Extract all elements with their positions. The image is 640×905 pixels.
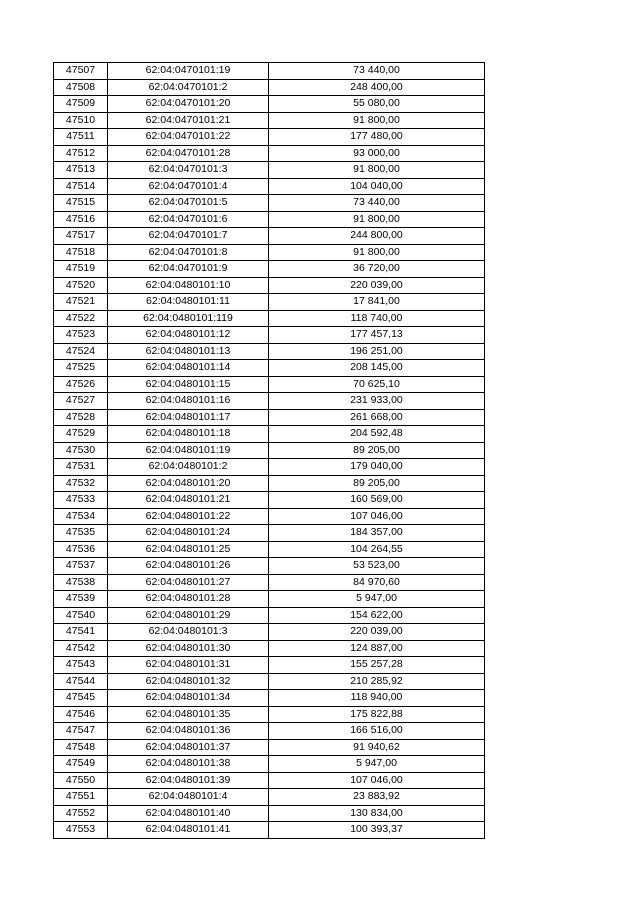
cadastral-number-cell: 62:04:0480101:25 bbox=[108, 541, 269, 558]
cadastral-number-cell: 62:04:0470101:3 bbox=[108, 162, 269, 179]
row-id-cell: 47521 bbox=[54, 294, 108, 311]
cadastral-value-cell: 177 480,00 bbox=[269, 129, 485, 146]
table-row bbox=[54, 261, 485, 278]
cadastral-number-cell: 62:04:0480101:12 bbox=[108, 327, 269, 344]
cadastral-number-cell: 62:04:0480101:10 bbox=[108, 277, 269, 294]
cadastral-value-cell: 154 622,00 bbox=[269, 607, 485, 624]
cadastral-number-cell: 62:04:0480101:35 bbox=[108, 706, 269, 723]
cadastral-value-cell: 100 393,37 bbox=[269, 822, 485, 839]
cadastral-number-cell: 62:04:0470101:19 bbox=[108, 63, 269, 80]
row-id-cell: 47520 bbox=[54, 277, 108, 294]
row-id-cell: 47514 bbox=[54, 178, 108, 195]
cadastral-number-cell: 62:04:0480101:39 bbox=[108, 772, 269, 789]
cadastral-value-cell: 89 205,00 bbox=[269, 442, 485, 459]
row-id-cell: 47507 bbox=[54, 63, 108, 80]
cadastral-value-cell: 204 592,48 bbox=[269, 426, 485, 443]
cadastral-number-cell: 62:04:0480101:22 bbox=[108, 508, 269, 525]
row-id-cell: 47517 bbox=[54, 228, 108, 245]
row-id-cell: 47539 bbox=[54, 591, 108, 608]
cadastral-number-cell: 62:04:0480101:19 bbox=[108, 442, 269, 459]
row-id-cell: 47522 bbox=[54, 310, 108, 327]
cadastral-number-cell: 62:04:0480101:34 bbox=[108, 690, 269, 707]
cadastral-value-cell: 84 970,60 bbox=[269, 574, 485, 591]
row-id-cell: 47548 bbox=[54, 739, 108, 756]
cadastral-number-cell: 62:04:0470101:7 bbox=[108, 228, 269, 245]
row-id-cell: 47511 bbox=[54, 129, 108, 146]
cadastral-value-cell: 107 046,00 bbox=[269, 772, 485, 789]
table-row bbox=[54, 96, 485, 113]
table-row bbox=[54, 162, 485, 179]
cadastral-value-cell: 244 800,00 bbox=[269, 228, 485, 245]
row-id-cell: 47528 bbox=[54, 409, 108, 426]
table-row bbox=[54, 805, 485, 822]
table-row bbox=[54, 459, 485, 476]
cadastral-value-cell: 210 285,92 bbox=[269, 673, 485, 690]
cadastral-number-cell: 62:04:0480101:36 bbox=[108, 723, 269, 740]
cadastral-value-cell: 184 357,00 bbox=[269, 525, 485, 542]
cadastral-number-cell: 62:04:0480101:4 bbox=[108, 789, 269, 806]
row-id-cell: 47551 bbox=[54, 789, 108, 806]
table-row bbox=[54, 211, 485, 228]
cadastral-value-table bbox=[53, 62, 485, 839]
cadastral-value-cell: 160 569,00 bbox=[269, 492, 485, 509]
table-row bbox=[54, 195, 485, 212]
table-row bbox=[54, 756, 485, 773]
cadastral-number-cell: 62:04:0470101:6 bbox=[108, 211, 269, 228]
cadastral-number-cell: 62:04:0480101:3 bbox=[108, 624, 269, 641]
table-row bbox=[54, 360, 485, 377]
table-row bbox=[54, 145, 485, 162]
cadastral-number-cell: 62:04:0480101:30 bbox=[108, 640, 269, 657]
table-row bbox=[54, 558, 485, 575]
row-id-cell: 47512 bbox=[54, 145, 108, 162]
row-id-cell: 47552 bbox=[54, 805, 108, 822]
cadastral-number-cell: 62:04:0480101:37 bbox=[108, 739, 269, 756]
cadastral-number-cell: 62:04:0480101:11 bbox=[108, 294, 269, 311]
cadastral-number-cell: 62:04:0480101:38 bbox=[108, 756, 269, 773]
table-row bbox=[54, 112, 485, 129]
cadastral-number-cell: 62:04:0470101:8 bbox=[108, 244, 269, 261]
cadastral-value-cell: 220 039,00 bbox=[269, 277, 485, 294]
cadastral-number-cell: 62:04:0480101:16 bbox=[108, 393, 269, 410]
table-row bbox=[54, 393, 485, 410]
table-row bbox=[54, 508, 485, 525]
row-id-cell: 47549 bbox=[54, 756, 108, 773]
table-row bbox=[54, 525, 485, 542]
cadastral-number-cell: 62:04:0480101:31 bbox=[108, 657, 269, 674]
table-row bbox=[54, 327, 485, 344]
cadastral-number-cell: 62:04:0470101:2 bbox=[108, 79, 269, 96]
cadastral-value-cell: 130 834,00 bbox=[269, 805, 485, 822]
cadastral-number-cell: 62:04:0480101:15 bbox=[108, 376, 269, 393]
cadastral-value-cell: 220 039,00 bbox=[269, 624, 485, 641]
cadastral-value-cell: 107 046,00 bbox=[269, 508, 485, 525]
cadastral-value-cell: 23 883,92 bbox=[269, 789, 485, 806]
row-id-cell: 47545 bbox=[54, 690, 108, 707]
row-id-cell: 47524 bbox=[54, 343, 108, 360]
cadastral-number-cell: 62:04:0480101:26 bbox=[108, 558, 269, 575]
row-id-cell: 47542 bbox=[54, 640, 108, 657]
table-row bbox=[54, 673, 485, 690]
table-row bbox=[54, 376, 485, 393]
table-row bbox=[54, 706, 485, 723]
row-id-cell: 47534 bbox=[54, 508, 108, 525]
row-id-cell: 47523 bbox=[54, 327, 108, 344]
cadastral-value-cell: 73 440,00 bbox=[269, 195, 485, 212]
cadastral-value-cell: 91 800,00 bbox=[269, 244, 485, 261]
cadastral-number-cell: 62:04:0470101:21 bbox=[108, 112, 269, 129]
cadastral-value-cell: 104 040,00 bbox=[269, 178, 485, 195]
row-id-cell: 47513 bbox=[54, 162, 108, 179]
cadastral-value-cell: 73 440,00 bbox=[269, 63, 485, 80]
table-row bbox=[54, 624, 485, 641]
cadastral-value-cell: 36 720,00 bbox=[269, 261, 485, 278]
cadastral-value-cell: 104 264,55 bbox=[269, 541, 485, 558]
cadastral-number-cell: 62:04:0480101:20 bbox=[108, 475, 269, 492]
cadastral-number-cell: 62:04:0480101:2 bbox=[108, 459, 269, 476]
cadastral-number-cell: 62:04:0480101:40 bbox=[108, 805, 269, 822]
table-row bbox=[54, 541, 485, 558]
cadastral-value-cell: 91 940,62 bbox=[269, 739, 485, 756]
table-row bbox=[54, 426, 485, 443]
row-id-cell: 47516 bbox=[54, 211, 108, 228]
cadastral-value-cell: 70 625,10 bbox=[269, 376, 485, 393]
table-row bbox=[54, 129, 485, 146]
cadastral-value-cell: 17 841,00 bbox=[269, 294, 485, 311]
row-id-cell: 47532 bbox=[54, 475, 108, 492]
table-row bbox=[54, 690, 485, 707]
row-id-cell: 47540 bbox=[54, 607, 108, 624]
table-row bbox=[54, 772, 485, 789]
cadastral-number-cell: 62:04:0480101:17 bbox=[108, 409, 269, 426]
row-id-cell: 47536 bbox=[54, 541, 108, 558]
cadastral-value-cell: 118 940,00 bbox=[269, 690, 485, 707]
row-id-cell: 47547 bbox=[54, 723, 108, 740]
cadastral-value-cell: 155 257,28 bbox=[269, 657, 485, 674]
cadastral-value-cell: 91 800,00 bbox=[269, 162, 485, 179]
cadastral-number-cell: 62:04:0480101:27 bbox=[108, 574, 269, 591]
row-id-cell: 47553 bbox=[54, 822, 108, 839]
cadastral-number-cell: 62:04:0480101:13 bbox=[108, 343, 269, 360]
cadastral-number-cell: 62:04:0470101:9 bbox=[108, 261, 269, 278]
row-id-cell: 47525 bbox=[54, 360, 108, 377]
table-row bbox=[54, 79, 485, 96]
row-id-cell: 47527 bbox=[54, 393, 108, 410]
table-body bbox=[54, 63, 485, 839]
row-id-cell: 47531 bbox=[54, 459, 108, 476]
cadastral-number-cell: 62:04:0480101:18 bbox=[108, 426, 269, 443]
table-row bbox=[54, 244, 485, 261]
cadastral-number-cell: 62:04:0470101:4 bbox=[108, 178, 269, 195]
table-row bbox=[54, 591, 485, 608]
table-row bbox=[54, 178, 485, 195]
cadastral-value-cell: 5 947,00 bbox=[269, 591, 485, 608]
row-id-cell: 47546 bbox=[54, 706, 108, 723]
cadastral-number-cell: 62:04:0480101:119 bbox=[108, 310, 269, 327]
table-row bbox=[54, 277, 485, 294]
table-row bbox=[54, 607, 485, 624]
table-row bbox=[54, 475, 485, 492]
row-id-cell: 47538 bbox=[54, 574, 108, 591]
cadastral-number-cell: 62:04:0480101:29 bbox=[108, 607, 269, 624]
table-row bbox=[54, 442, 485, 459]
cadastral-value-cell: 91 800,00 bbox=[269, 211, 485, 228]
table-row bbox=[54, 574, 485, 591]
cadastral-value-cell: 166 516,00 bbox=[269, 723, 485, 740]
cadastral-value-cell: 91 800,00 bbox=[269, 112, 485, 129]
row-id-cell: 47537 bbox=[54, 558, 108, 575]
cadastral-value-cell: 248 400,00 bbox=[269, 79, 485, 96]
row-id-cell: 47543 bbox=[54, 657, 108, 674]
row-id-cell: 47550 bbox=[54, 772, 108, 789]
cadastral-number-cell: 62:04:0470101:5 bbox=[108, 195, 269, 212]
row-id-cell: 47541 bbox=[54, 624, 108, 641]
cadastral-number-cell: 62:04:0470101:28 bbox=[108, 145, 269, 162]
cadastral-value-cell: 118 740,00 bbox=[269, 310, 485, 327]
table-row bbox=[54, 723, 485, 740]
cadastral-value-cell: 208 145,00 bbox=[269, 360, 485, 377]
cadastral-value-cell: 89 205,00 bbox=[269, 475, 485, 492]
table-row bbox=[54, 789, 485, 806]
cadastral-number-cell: 62:04:0470101:22 bbox=[108, 129, 269, 146]
cadastral-number-cell: 62:04:0480101:14 bbox=[108, 360, 269, 377]
cadastral-value-cell: 261 668,00 bbox=[269, 409, 485, 426]
table-row bbox=[54, 492, 485, 509]
cadastral-value-cell: 175 822,88 bbox=[269, 706, 485, 723]
cadastral-value-cell: 196 251,00 bbox=[269, 343, 485, 360]
table-row bbox=[54, 409, 485, 426]
table-row bbox=[54, 310, 485, 327]
row-id-cell: 47508 bbox=[54, 79, 108, 96]
cadastral-value-cell: 93 000,00 bbox=[269, 145, 485, 162]
row-id-cell: 47519 bbox=[54, 261, 108, 278]
table-row bbox=[54, 343, 485, 360]
row-id-cell: 47515 bbox=[54, 195, 108, 212]
row-id-cell: 47509 bbox=[54, 96, 108, 113]
row-id-cell: 47526 bbox=[54, 376, 108, 393]
cadastral-value-cell: 55 080,00 bbox=[269, 96, 485, 113]
row-id-cell: 47544 bbox=[54, 673, 108, 690]
table-row bbox=[54, 63, 485, 80]
table-row bbox=[54, 739, 485, 756]
cadastral-value-cell: 124 887,00 bbox=[269, 640, 485, 657]
row-id-cell: 47530 bbox=[54, 442, 108, 459]
row-id-cell: 47533 bbox=[54, 492, 108, 509]
table-row bbox=[54, 640, 485, 657]
cadastral-number-cell: 62:04:0480101:24 bbox=[108, 525, 269, 542]
row-id-cell: 47510 bbox=[54, 112, 108, 129]
cadastral-number-cell: 62:04:0480101:21 bbox=[108, 492, 269, 509]
cadastral-number-cell: 62:04:0480101:28 bbox=[108, 591, 269, 608]
cadastral-value-cell: 53 523,00 bbox=[269, 558, 485, 575]
cadastral-value-cell: 5 947,00 bbox=[269, 756, 485, 773]
table-row bbox=[54, 294, 485, 311]
row-id-cell: 47535 bbox=[54, 525, 108, 542]
cadastral-value-cell: 177 457,13 bbox=[269, 327, 485, 344]
cadastral-number-cell: 62:04:0480101:41 bbox=[108, 822, 269, 839]
table-row bbox=[54, 228, 485, 245]
table-row bbox=[54, 822, 485, 839]
cadastral-value-cell: 179 040,00 bbox=[269, 459, 485, 476]
row-id-cell: 47518 bbox=[54, 244, 108, 261]
table-row bbox=[54, 657, 485, 674]
cadastral-number-cell: 62:04:0480101:32 bbox=[108, 673, 269, 690]
cadastral-number-cell: 62:04:0470101:20 bbox=[108, 96, 269, 113]
cadastral-value-cell: 231 933,00 bbox=[269, 393, 485, 410]
row-id-cell: 47529 bbox=[54, 426, 108, 443]
